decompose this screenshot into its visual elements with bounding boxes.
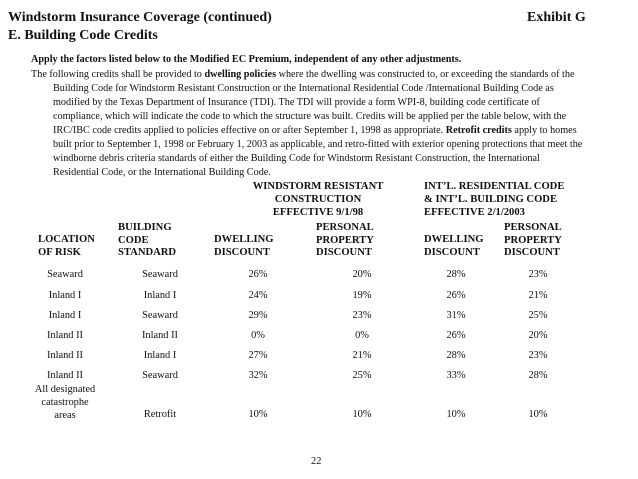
table-cell: Retrofit bbox=[143, 409, 177, 420]
group-header-line: & INT’L. BUILDING CODE bbox=[424, 194, 558, 205]
exhibit-label: Exhibit G bbox=[527, 10, 586, 25]
table-cell: 25% bbox=[352, 370, 372, 381]
intro-line: The following credits shall be provided to dwelling policies where the dwelling was constructed to, or exceeding the standards of the bbox=[31, 69, 575, 80]
table-cell: Seaward bbox=[142, 370, 178, 381]
table-cell: 26% bbox=[446, 290, 466, 301]
location-line: All designated bbox=[34, 384, 96, 395]
section-heading: E. Building Code Credits bbox=[8, 28, 158, 43]
intro-paragraph bbox=[31, 68, 631, 186]
table-cell: 23% bbox=[528, 269, 548, 280]
table-cell: Inland I bbox=[143, 350, 177, 361]
intro-line: windborne debris criteria standards of either the Building Code for Windstorm Resistant Construction, the International bbox=[53, 153, 540, 164]
intro-line: compliance, which will indicate the code to which the structure was built. Credits will be applied per the table below, with the bbox=[53, 111, 567, 122]
table-cell: Inland II bbox=[46, 330, 84, 341]
col-header-personal-property-discount: PERSONAL PROPERTY DISCOUNT bbox=[316, 222, 374, 258]
group-header-line: EFFECTIVE 9/1/98 bbox=[272, 207, 364, 218]
group-header-line: EFFECTIVE 2/1/2003 bbox=[424, 207, 525, 218]
table-cell: 31% bbox=[446, 310, 466, 321]
table-cell: 10% bbox=[446, 409, 466, 420]
document-title: Windstorm Insurance Coverage (continued) bbox=[8, 10, 272, 25]
table-cell: 10% bbox=[528, 409, 548, 420]
col-header-personal-property-discount: PERSONAL PROPERTY DISCOUNT bbox=[504, 222, 562, 258]
table-cell: 25% bbox=[528, 310, 548, 321]
table-cell: Inland II bbox=[46, 370, 84, 381]
intro-line: Building Code for Windstorm Resistant Construction or the International Residential Code /International Building Code as bbox=[53, 83, 554, 94]
table-cell: 0% bbox=[355, 330, 369, 341]
col-header-dwelling-discount: DWELLING DISCOUNT bbox=[214, 234, 274, 258]
intro-bold-line: Apply the factors listed below to the Modified EC Premium, independent of any other adjustments. bbox=[31, 54, 462, 65]
table-cell: 27% bbox=[248, 350, 268, 361]
table-cell: 21% bbox=[528, 290, 548, 301]
intro-line: Residential Code, or the International Building Code. bbox=[53, 167, 271, 178]
table-cell: 23% bbox=[352, 310, 372, 321]
table-cell: 28% bbox=[446, 269, 466, 280]
table-cell: 28% bbox=[528, 370, 548, 381]
table-cell: 21% bbox=[352, 350, 372, 361]
table-cell: 32% bbox=[248, 370, 268, 381]
table-cell: 28% bbox=[446, 350, 466, 361]
group-header-line: CONSTRUCTION bbox=[274, 194, 362, 205]
table-cell: Inland I bbox=[48, 290, 82, 301]
col-header-dwelling-discount: DWELLING DISCOUNT bbox=[424, 234, 484, 258]
table-row-last-location bbox=[30, 383, 100, 422]
table-cell: 10% bbox=[352, 409, 372, 420]
table-cell: 10% bbox=[248, 409, 268, 420]
table-cell: 0% bbox=[251, 330, 265, 341]
location-line: catastrophe bbox=[41, 397, 89, 408]
table-cell: 29% bbox=[248, 310, 268, 321]
page-number: 22 bbox=[311, 456, 322, 467]
intro-line: IRC/IBC code credits applied to policies effective on or after September 1, 1998 as appropriate. Retrofit credits apply to homes bbox=[53, 125, 577, 136]
group-header-irc-ibc bbox=[424, 180, 564, 219]
col-header-location: LOCATION OF RISK bbox=[38, 234, 95, 258]
table-cell: 33% bbox=[446, 370, 466, 381]
table-cell: 23% bbox=[528, 350, 548, 361]
table-cell: 26% bbox=[248, 269, 268, 280]
group-header-line: INT’L. RESIDENTIAL CODE bbox=[424, 181, 565, 192]
table-cell: Seaward bbox=[47, 269, 83, 280]
table-cell: 20% bbox=[528, 330, 548, 341]
table-cell: Seaward bbox=[142, 310, 178, 321]
table-cell: Inland II bbox=[46, 350, 84, 361]
table-cell: Seaward bbox=[142, 269, 178, 280]
intro-line: modified by the Texas Department of Insurance (TDI). The TDI will provide a form WPI-8, building code certificate of bbox=[53, 97, 540, 108]
group-header-line: WINDSTORM RESISTANT bbox=[252, 181, 384, 192]
table-cell: 19% bbox=[352, 290, 372, 301]
group-header-windstorm bbox=[248, 180, 388, 219]
table-cell: Inland I bbox=[143, 290, 177, 301]
location-line: areas bbox=[54, 410, 76, 421]
table-cell: 24% bbox=[248, 290, 268, 301]
table-cell: Inland II bbox=[141, 330, 179, 341]
table-cell: 20% bbox=[352, 269, 372, 280]
intro-line: built prior to September 1, 1998 or February 1, 2003 as applicable, and retro-fitted with exterior opening protections that meet the bbox=[53, 139, 583, 150]
table-cell: Inland I bbox=[48, 310, 82, 321]
col-header-building-code: BUILDING CODE STANDARD bbox=[118, 222, 177, 258]
table-cell: 26% bbox=[446, 330, 466, 341]
